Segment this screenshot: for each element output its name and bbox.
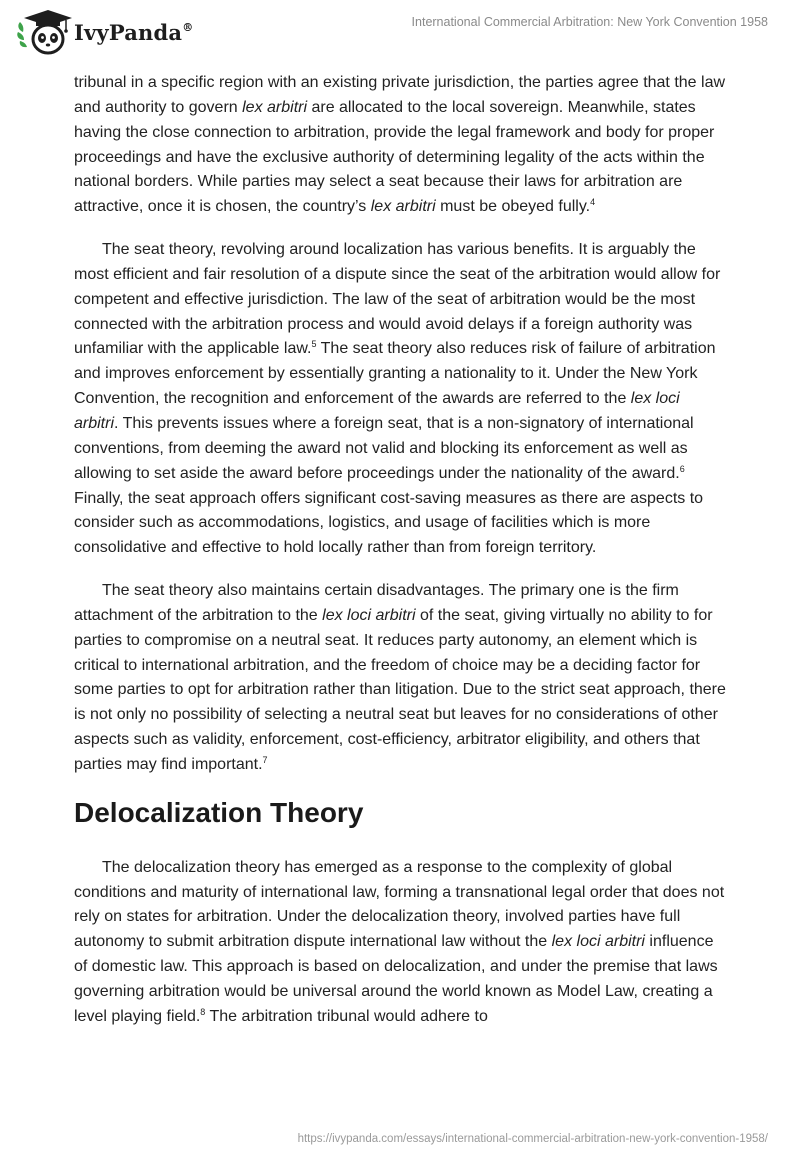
footnote-ref-5: 5 (311, 339, 317, 350)
paragraph-2: The seat theory, revolving around localization has various benefits. It is arguably the most efficient and fair resolution of a dispute since the seat of the arbitration would allow for competent and effective jurisdiction. The law of the seat of arbitration would be the most connected with the arbitration process and would avoid delays if a foreign authority was unfamiliar with the applicable law.$^5$ The seat theory also reduces risk of failure of arbitration and improves enforcement by essentially granting a nationality to it. Under the New York Convention, the recognition and enforcement of the awards are referred to the lex loci arbitri. This prevents issues where a foreign seat, that is a non-signatory of international conventions, from deeming the award not valid and blocking its enforcement as well as allowing to set aside the award before proceedings under the nationality of the award.$^6$ Finally, the seat approach offers significant cost-saving measures as there are aspects to consider such as accommodations, logistics, and usage of facilities which is more consolidative and effective to hold locally rather than from foreign territory. (74, 241, 721, 557)
footnote-ref-7: 7 (262, 754, 268, 765)
logo-wordmark: IvyPanda® (74, 19, 194, 45)
footnote-ref-4: 4 (590, 197, 596, 208)
paragraph-4: The delocalization theory has emerged as a response to the complexity of global conditions and maturity of international law, forming a transnational legal order that does not rely on states for arbitration. Under the delocalization theory, involved parties have full autonomy to submit arbitration dispute international law without the lex loci arbitri influence of domestic law. This approach is based on delocalization, and under the premise that laws governing arbitration would be universal around the world known as Model Law, creating a level playing field.$^8$ The arbitration tribunal would adhere to (74, 858, 725, 1025)
paragraph-3: The seat theory also maintains certain disadvantages. The primary one is the firm attachment of the arbitration to the lex loci arbitri of the seat, giving virtually no ability to for parties to compromise on a neutral seat. It reduces party autonomy, an element which is critical to international arbitration, and the freedom of choice may be a deciding factor for some parties to opt for arbitration rather than litigation. Due to the strict seat approach, there is not only no possibility of selecting a neutral seat but leaves for no considerations of other aspects such as validity, enforcement, cost-efficiency, arbitrator eligibility, and others that parties may find important.$^7$ (74, 582, 726, 773)
page-header (0, 0, 800, 72)
ivypanda-logo[interactable] (14, 8, 193, 56)
document-title: International Commercial Arbitration: New York Convention 1958 (411, 15, 768, 29)
essay-content (74, 71, 728, 1048)
footer-url[interactable]: https://ivypanda.com/essays/international-commercial-arbitration-new-york-convention-1958/ (297, 1133, 768, 1145)
panda-graduate-icon (14, 8, 74, 56)
footnote-ref-6: 6 (679, 463, 685, 474)
section-heading: Delocalization Theory (74, 796, 364, 828)
paragraph-1: tribunal in a specific region with an existing private jurisdiction, the parties agree that the law and authority to govern lex arbitri are allocated to the local sovereign. Meanwhile, states having the close connection to arbitration, provide the legal framework and body for proper proceedings and have the exclusive authority of determining legality of the acts within the national borders. While parties may select a seat because their laws for arbitration are attractive, once it is chosen, the country’s lex arbitri must be obeyed fully.$^4$ (74, 74, 726, 216)
footnote-ref-8: 8 (200, 1006, 206, 1017)
